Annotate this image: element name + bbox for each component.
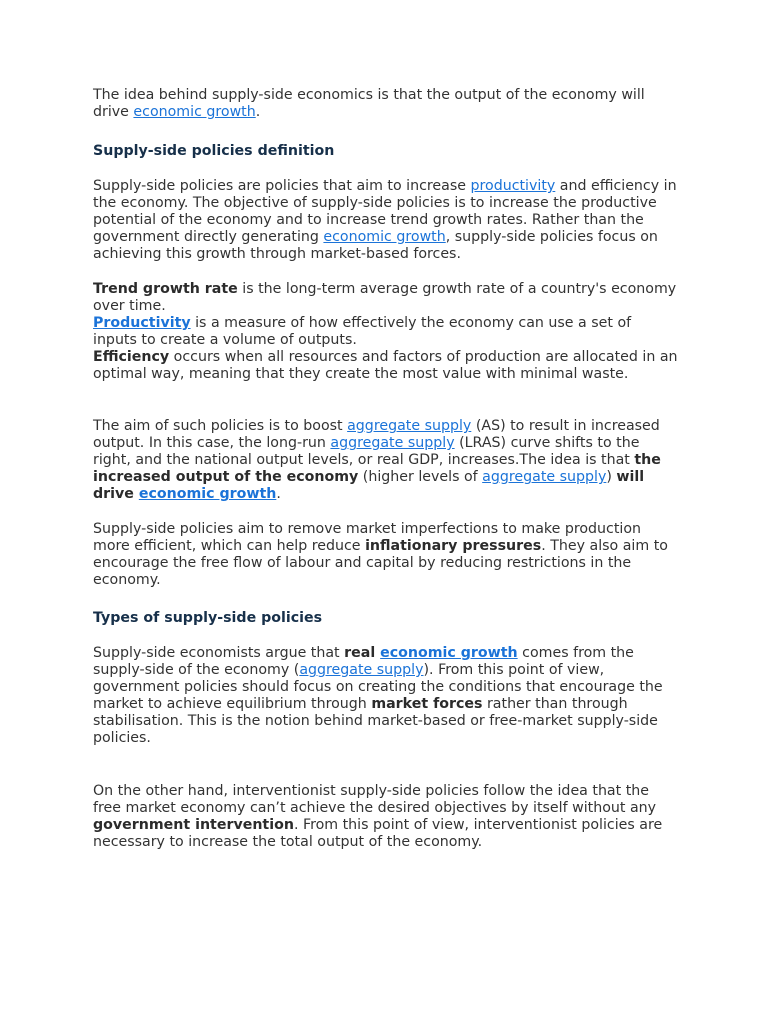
bold-text: the increased output of the economy (93, 452, 661, 485)
text-span: On the other hand, interventionist supply-side policies follow the idea that the free market economy can’t achieve the desired objectives by itself without any (93, 783, 657, 816)
text-span: The aim of such policies is to boost (93, 418, 348, 434)
aim-paragraph (93, 418, 678, 503)
text-span: (AS) to result in increased output. In this case, the long-run (93, 418, 660, 451)
text-span: is a measure of how effectively the economy can use a set of inputs to create a volume of outputs. (93, 315, 632, 348)
heading-policies-definition: Supply-side policies definition (93, 143, 335, 159)
types-paragraph (93, 645, 678, 747)
text-span: (LRAS) curve shifts to the right, and the national output levels, or real GDP, increases.The idea is that (93, 435, 640, 468)
text-span: (higher levels of (358, 469, 483, 485)
bold-text: will drive (93, 469, 645, 502)
economic-growth-link[interactable]: economic growth (380, 645, 518, 661)
intro-text-end: . (255, 104, 261, 120)
text-span: ) (606, 469, 617, 485)
text-span: is the long-term average growth rate of a country's economy over time. (93, 281, 677, 314)
text-span: occurs when all resources and factors of production are allocated in an optimal way, meaning that they create the most value with minimal waste. (93, 349, 678, 382)
aggregate-supply-link[interactable]: aggregate supply (330, 435, 455, 451)
productivity-term-link[interactable]: Productivity (93, 315, 191, 331)
text-span: Supply-side economists argue that (93, 645, 345, 661)
bold-text: real (344, 645, 381, 661)
economic-growth-link[interactable]: economic growth (133, 104, 256, 120)
efficiency-term: Efficiency (93, 349, 170, 365)
imperfections-paragraph (93, 521, 678, 589)
text-span: comes from the supply-side of the economy ( (93, 645, 634, 678)
intro-paragraph (93, 87, 678, 121)
text-span: ). From this point of view, government policies should focus on creating the conditions that encourage the market to achieve equilibrium through (93, 662, 663, 712)
efficiency-definition (93, 349, 678, 383)
definitions-block (93, 281, 678, 383)
interventionist-paragraph (93, 783, 678, 851)
intro-text: The idea behind supply-side economics is that the output of the economy will drive (93, 87, 645, 120)
definition-paragraph (93, 178, 678, 263)
text-span: . From this point of view, interventionist policies are necessary to increase the total output of the economy. (93, 817, 663, 850)
trend-growth-term: Trend growth rate (93, 281, 238, 297)
text-span: Supply-side policies aim to remove market imperfections to make production more efficient, which can help reduce (93, 521, 642, 554)
text-span: . (276, 486, 281, 502)
bold-text: government intervention (93, 817, 294, 833)
document-page (93, 87, 678, 851)
text-span: . They also aim to encourage the free flow of labour and capital by reducing restrictions in the economy. (93, 538, 668, 588)
text-span: , supply-side policies focus on achieving this growth through market-based forces. (93, 229, 658, 262)
text-span: rather than through stabilisation. This is the notion behind market-based or free-market supply-side policies. (93, 696, 658, 746)
economic-growth-link[interactable]: economic growth (138, 486, 277, 502)
aggregate-supply-link[interactable]: aggregate supply (299, 662, 424, 678)
heading-policy-types: Types of supply-side policies (93, 610, 323, 626)
text-span: and efficiency in the economy. The objective of supply-side policies is to increase the productive potential of the economy and to increase trend growth rates. Rather than the government directly generating (93, 178, 677, 245)
aggregate-supply-link[interactable]: aggregate supply (347, 418, 472, 434)
productivity-definition (93, 315, 678, 349)
aggregate-supply-link[interactable]: aggregate supply (482, 469, 607, 485)
bold-text: inflationary pressures (365, 538, 542, 554)
trend-growth-definition (93, 281, 678, 315)
economic-growth-link[interactable]: economic growth (323, 229, 446, 245)
text-span: Supply-side policies are policies that aim to increase (93, 178, 471, 194)
productivity-link[interactable]: productivity (470, 178, 556, 194)
bold-text: market forces (371, 696, 483, 712)
